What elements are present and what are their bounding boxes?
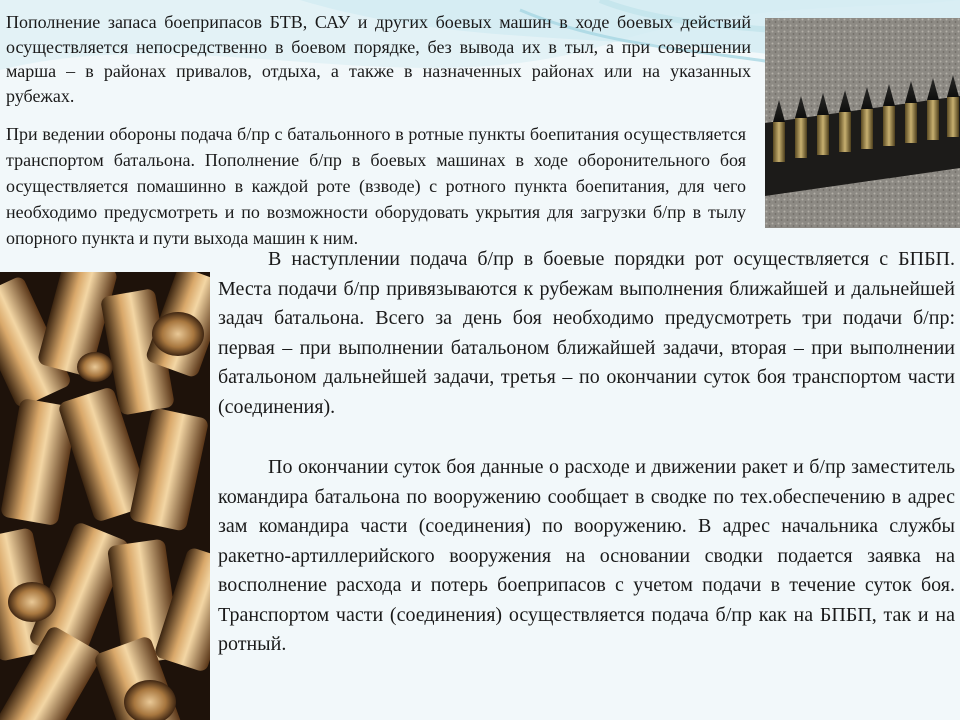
cartridges-photo [0, 272, 210, 720]
paragraph-day-end-text: По окончании суток боя данные о расходе и движении ракет и б/пр заместитель командира батальона по вооружению сообщает в сводке по тех.обеспечению в адрес зам командира части (соединения) по вооружению. В адрес начальника службы ракетно-артиллерийского вооружения на основании сводки подается заявка на восполнение расхода и потерь боеприпасов с учетом подачи в течение суток боя. Транспортом части (соединения) осуществляется подача б/пр как на БПБП, так и на ротный. [218, 456, 955, 655]
paragraph-offense-text: В наступлении подача б/пр в боевые порядки рот осуществляется с БПБП. Места подачи б/пр привязываются к рубежам выполнения ближайшей и дальнейшей задач батальона. Всего за день боя необходимо предусмотреть три подачи б/пр: первая – при выполнении батальоном ближайшей задачи, вторая – при выполнении батальоном дальнейшей задачи, третья – по окончании суток боя транспортом части (соединения). [218, 248, 955, 418]
paragraph-defense-supply: При ведении обороны подача б/пр с батальонного в ротные пункты боепитания осуществляется транспортом батальона. Пополнение б/пр в боевых машинах в ходе оборонительного боя осуществляется помашинно в каждой роте (взводе) с ротного пункта боепитания, для чего необходимо предусмотреть и по возможности оборудовать укрытия для загрузки б/пр в тылу опорного пункта и пути выхода машин к ним. [6, 124, 746, 248]
paragraph-offense-supply [218, 245, 955, 422]
paragraph-ammo-replenishment: Пополнение запаса боеприпасов БТВ, САУ и других боевых машин в ходе боевых действий осуществляется непосредственно в боевом порядке, без вывода их в тыл, а при совершении марша – в районах привалов, отдыха, а также в назначенных районах или на указанных рубежах. [6, 12, 751, 106]
ammo-belt-photo [765, 18, 960, 228]
paragraph-day-end-report [218, 453, 955, 660]
